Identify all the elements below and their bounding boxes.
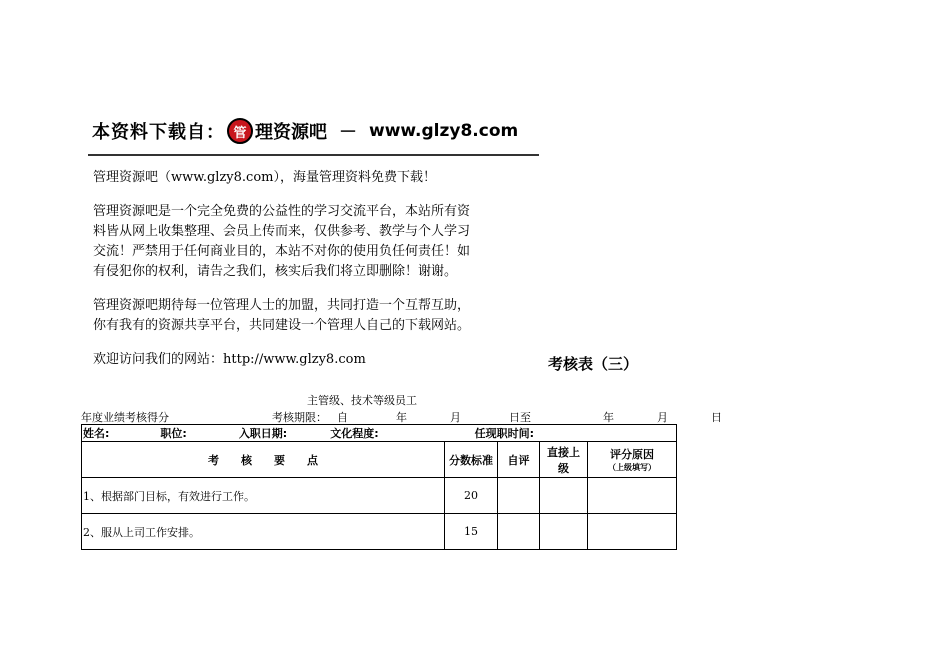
col-self-label: 自评 — [507, 453, 530, 467]
period-month2: 月 — [657, 411, 668, 424]
period-label: 考核期限： — [272, 411, 327, 424]
form-title: 考核表（三） — [548, 355, 639, 373]
col-superior-header — [540, 442, 588, 478]
banner-dash: － — [339, 122, 357, 143]
table-row — [82, 478, 677, 514]
col-superior-label-a: 直接上 — [547, 445, 580, 459]
period-day2: 日 — [711, 411, 722, 424]
period-day-to: 日至 — [509, 411, 531, 424]
period-year1: 年 — [396, 411, 407, 424]
info-row — [82, 425, 677, 442]
col-reason-header — [588, 442, 677, 478]
evaluation-table — [81, 424, 677, 550]
self-score-input[interactable] — [498, 478, 540, 514]
superior-score-input[interactable] — [540, 478, 588, 514]
intro-line: 料皆从网上收集整理、会员上传而来，仅供参考、教学与个人学习 — [93, 224, 471, 239]
score-cell: 15 — [445, 514, 498, 550]
intro-line: 交流！严禁用于任何商业目的，本站不对你的使用负任何责任！如 — [93, 244, 471, 259]
reason-input[interactable] — [588, 478, 677, 514]
intro-line: 管理资源吧期待每一位管理人士的加盟，共同打造一个互帮互助， — [93, 298, 471, 313]
name-field-label: 姓名: — [83, 427, 110, 440]
education-field-label: 文化程度: — [330, 427, 379, 440]
visit-link[interactable]: 欢迎访问我们的网站：http://www.glzy8.com — [93, 352, 366, 367]
period-from: 自 — [337, 411, 348, 424]
col-standard-label: 分数标准 — [449, 453, 493, 467]
reason-input[interactable] — [588, 514, 677, 550]
period-month1: 月 — [450, 411, 461, 424]
logo-circle-icon: 管 — [227, 118, 253, 144]
tenure-field-label: 任现职时间: — [474, 427, 535, 440]
col-self-header — [498, 442, 540, 478]
site-logo[interactable] — [225, 118, 327, 144]
col-superior-label-b: 级 — [558, 461, 569, 475]
position-field-label: 职位: — [160, 427, 187, 440]
col-reason-label: 评分原因 — [610, 448, 654, 461]
banner-label: 本资料下载自： — [92, 122, 225, 143]
form-subtitle: 主管级、技术等级员工 — [307, 394, 417, 407]
col-standard-header — [445, 442, 498, 478]
intro-line: 有侵犯你的权利，请告之我们，核实后我们将立即删除！谢谢。 — [93, 264, 458, 279]
entry-date-field-label: 入职日期: — [238, 427, 288, 440]
col-reason-note: （上级填写） — [608, 463, 656, 472]
intro-line: 管理资源吧是一个完全免费的公益性的学习交流平台，本站所有资 — [93, 204, 471, 219]
score-cell: 20 — [445, 478, 498, 514]
col-points-label: 考 核 要 点 — [208, 453, 318, 467]
intro-text — [93, 168, 543, 370]
period-year2: 年 — [603, 411, 614, 424]
score-label: 年度业绩考核得分 — [81, 411, 169, 424]
logo-text: 理资源吧 — [255, 122, 327, 143]
col-points-header — [82, 442, 445, 478]
superior-score-input[interactable] — [540, 514, 588, 550]
banner-url-link[interactable]: www.glzy8.com — [369, 121, 519, 141]
intro-line: 管理资源吧（www.glzy8.com），海量管理资料免费下载！ — [93, 170, 436, 185]
item-cell: 1、根据部门目标，有效进行工作。 — [82, 478, 445, 514]
banner-divider — [88, 154, 539, 156]
item-cell: 2、服从上司工作安排。 — [82, 514, 445, 550]
intro-line: 你有我有的资源共享平台，共同建设一个管理人自己的下载网站。 — [93, 318, 471, 333]
download-banner — [92, 115, 542, 147]
table-row — [82, 514, 677, 550]
self-score-input[interactable] — [498, 514, 540, 550]
